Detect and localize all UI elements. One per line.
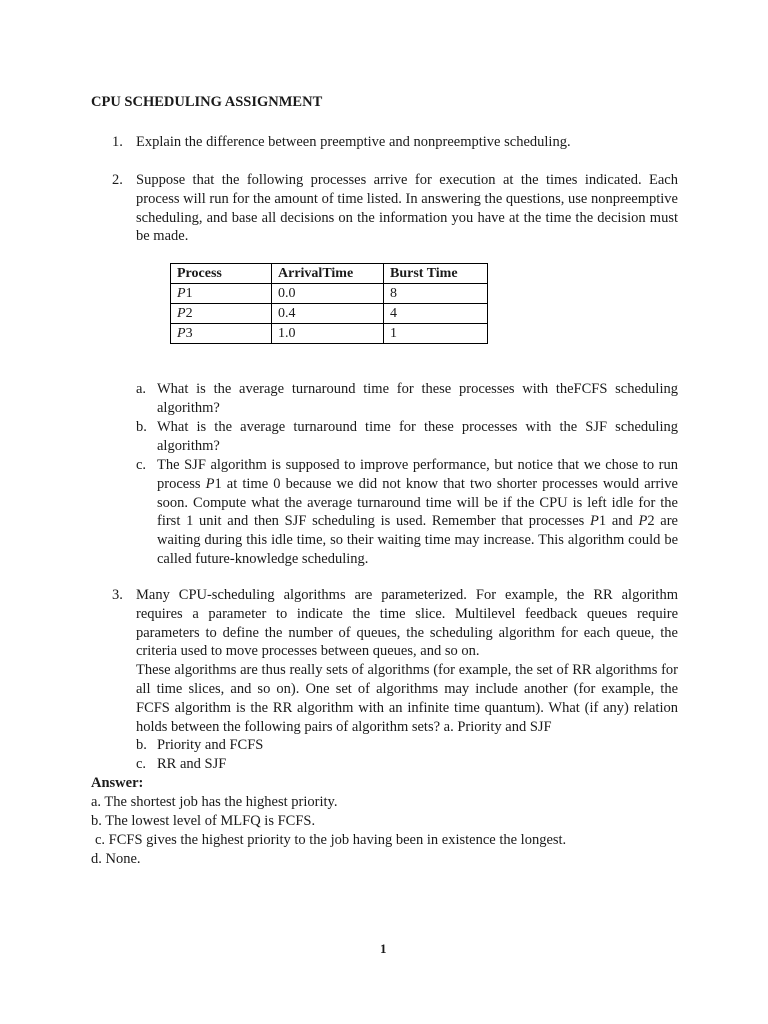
table-cell-process: P3: [171, 324, 272, 344]
table-row: [171, 284, 488, 304]
answer-item: c. FCFS gives the highest priority to the job having been in existence the longest.: [95, 832, 567, 848]
page-title: CPU SCHEDULING ASSIGNMENT: [91, 94, 323, 110]
page-number: 1: [380, 941, 387, 956]
table-row: [171, 324, 488, 344]
question-1-text: Explain the difference between preemptive and nonpreemptive scheduling.: [136, 134, 571, 150]
answer-item: d. None.: [91, 851, 141, 867]
question-3c: [136, 755, 678, 774]
question-2a: [136, 380, 678, 418]
sub-text: The SJF algorithm is supposed to improve performance, but notice that we chose to run process P1 at time 0 because we did not know that two shorter processes would arrive soon. Compute what the average turnaround time will be if the CPU is left idle for the first 1 unit and then SJF scheduling is used. Remember that processes P1 and P2 are waiting during this idle time, so their waiting time may increase. This algorithm could be called future-knowledge scheduling.: [157, 457, 678, 567]
sub-text: RR and SJF: [157, 756, 227, 772]
question-3-number: 3.: [112, 587, 123, 603]
sub-label: a.: [136, 381, 147, 397]
question-2-text: Suppose that the following processes arrive for execution at the times indicated. Each process will run for the amount of time listed. In answering the questions, use nonpreemptive scheduling, and base all decisions on the information you have at the time the decision must be made.: [136, 172, 678, 245]
answer-item: b. The lowest level of MLFQ is FCFS.: [91, 813, 316, 829]
sub-label: c.: [136, 756, 147, 772]
sub-label: c.: [136, 457, 147, 473]
sub-label: b.: [136, 419, 147, 435]
question-3-text: [136, 586, 678, 736]
table-cell-burst: 1: [384, 324, 488, 344]
answer-heading: Answer:: [91, 775, 144, 791]
table-cell-process: P1: [171, 284, 272, 304]
table-cell-arrival: 0.4: [272, 304, 384, 324]
table-cell-process: P2: [171, 304, 272, 324]
question-3-paragraph-1: Many CPU-scheduling algorithms are parameterized. For example, the RR algorithm requires a parameter to indicate the time slice. Multilevel feedback queues require parameters to define the number of queues, the scheduling algorithm for each queue, the criteria used to move processes between queues, and so on.: [136, 587, 678, 660]
question-2-number: 2.: [112, 172, 123, 188]
table-cell-arrival: 1.0: [272, 324, 384, 344]
question-2b: [136, 418, 678, 456]
table-header: Burst Time: [384, 264, 488, 284]
table-cell-burst: 8: [384, 284, 488, 304]
sub-text: What is the average turnaround time for these processes with theFCFS scheduling algorithm?: [157, 381, 678, 416]
table-header: Process: [171, 264, 272, 284]
sub-label: b.: [136, 737, 147, 753]
question-3b: [136, 736, 678, 755]
table-row: [171, 304, 488, 324]
sub-text: What is the average turnaround time for these processes with the SJF scheduling algorithm?: [157, 419, 678, 454]
question-3-paragraph-2: These algorithms are thus really sets of algorithms (for example, the set of RR algorithms for all time slices, and so on). One set of algorithms may include another (for example, the FCFS algorithm is the RR algorithm with an infinite time quantum). What (if any) relation holds between the following pairs of algorithm sets? a. Priority and SJF: [136, 662, 678, 735]
process-table: [170, 263, 488, 344]
table-header: ArrivalTime: [272, 264, 384, 284]
sub-text: Priority and FCFS: [157, 737, 264, 753]
answer-item: a. The shortest job has the highest priority.: [91, 794, 338, 810]
table-header-row: [171, 264, 488, 284]
question-2c: [136, 456, 678, 569]
table-cell-arrival: 0.0: [272, 284, 384, 304]
table-cell-burst: 4: [384, 304, 488, 324]
question-1-number: 1.: [112, 134, 123, 150]
